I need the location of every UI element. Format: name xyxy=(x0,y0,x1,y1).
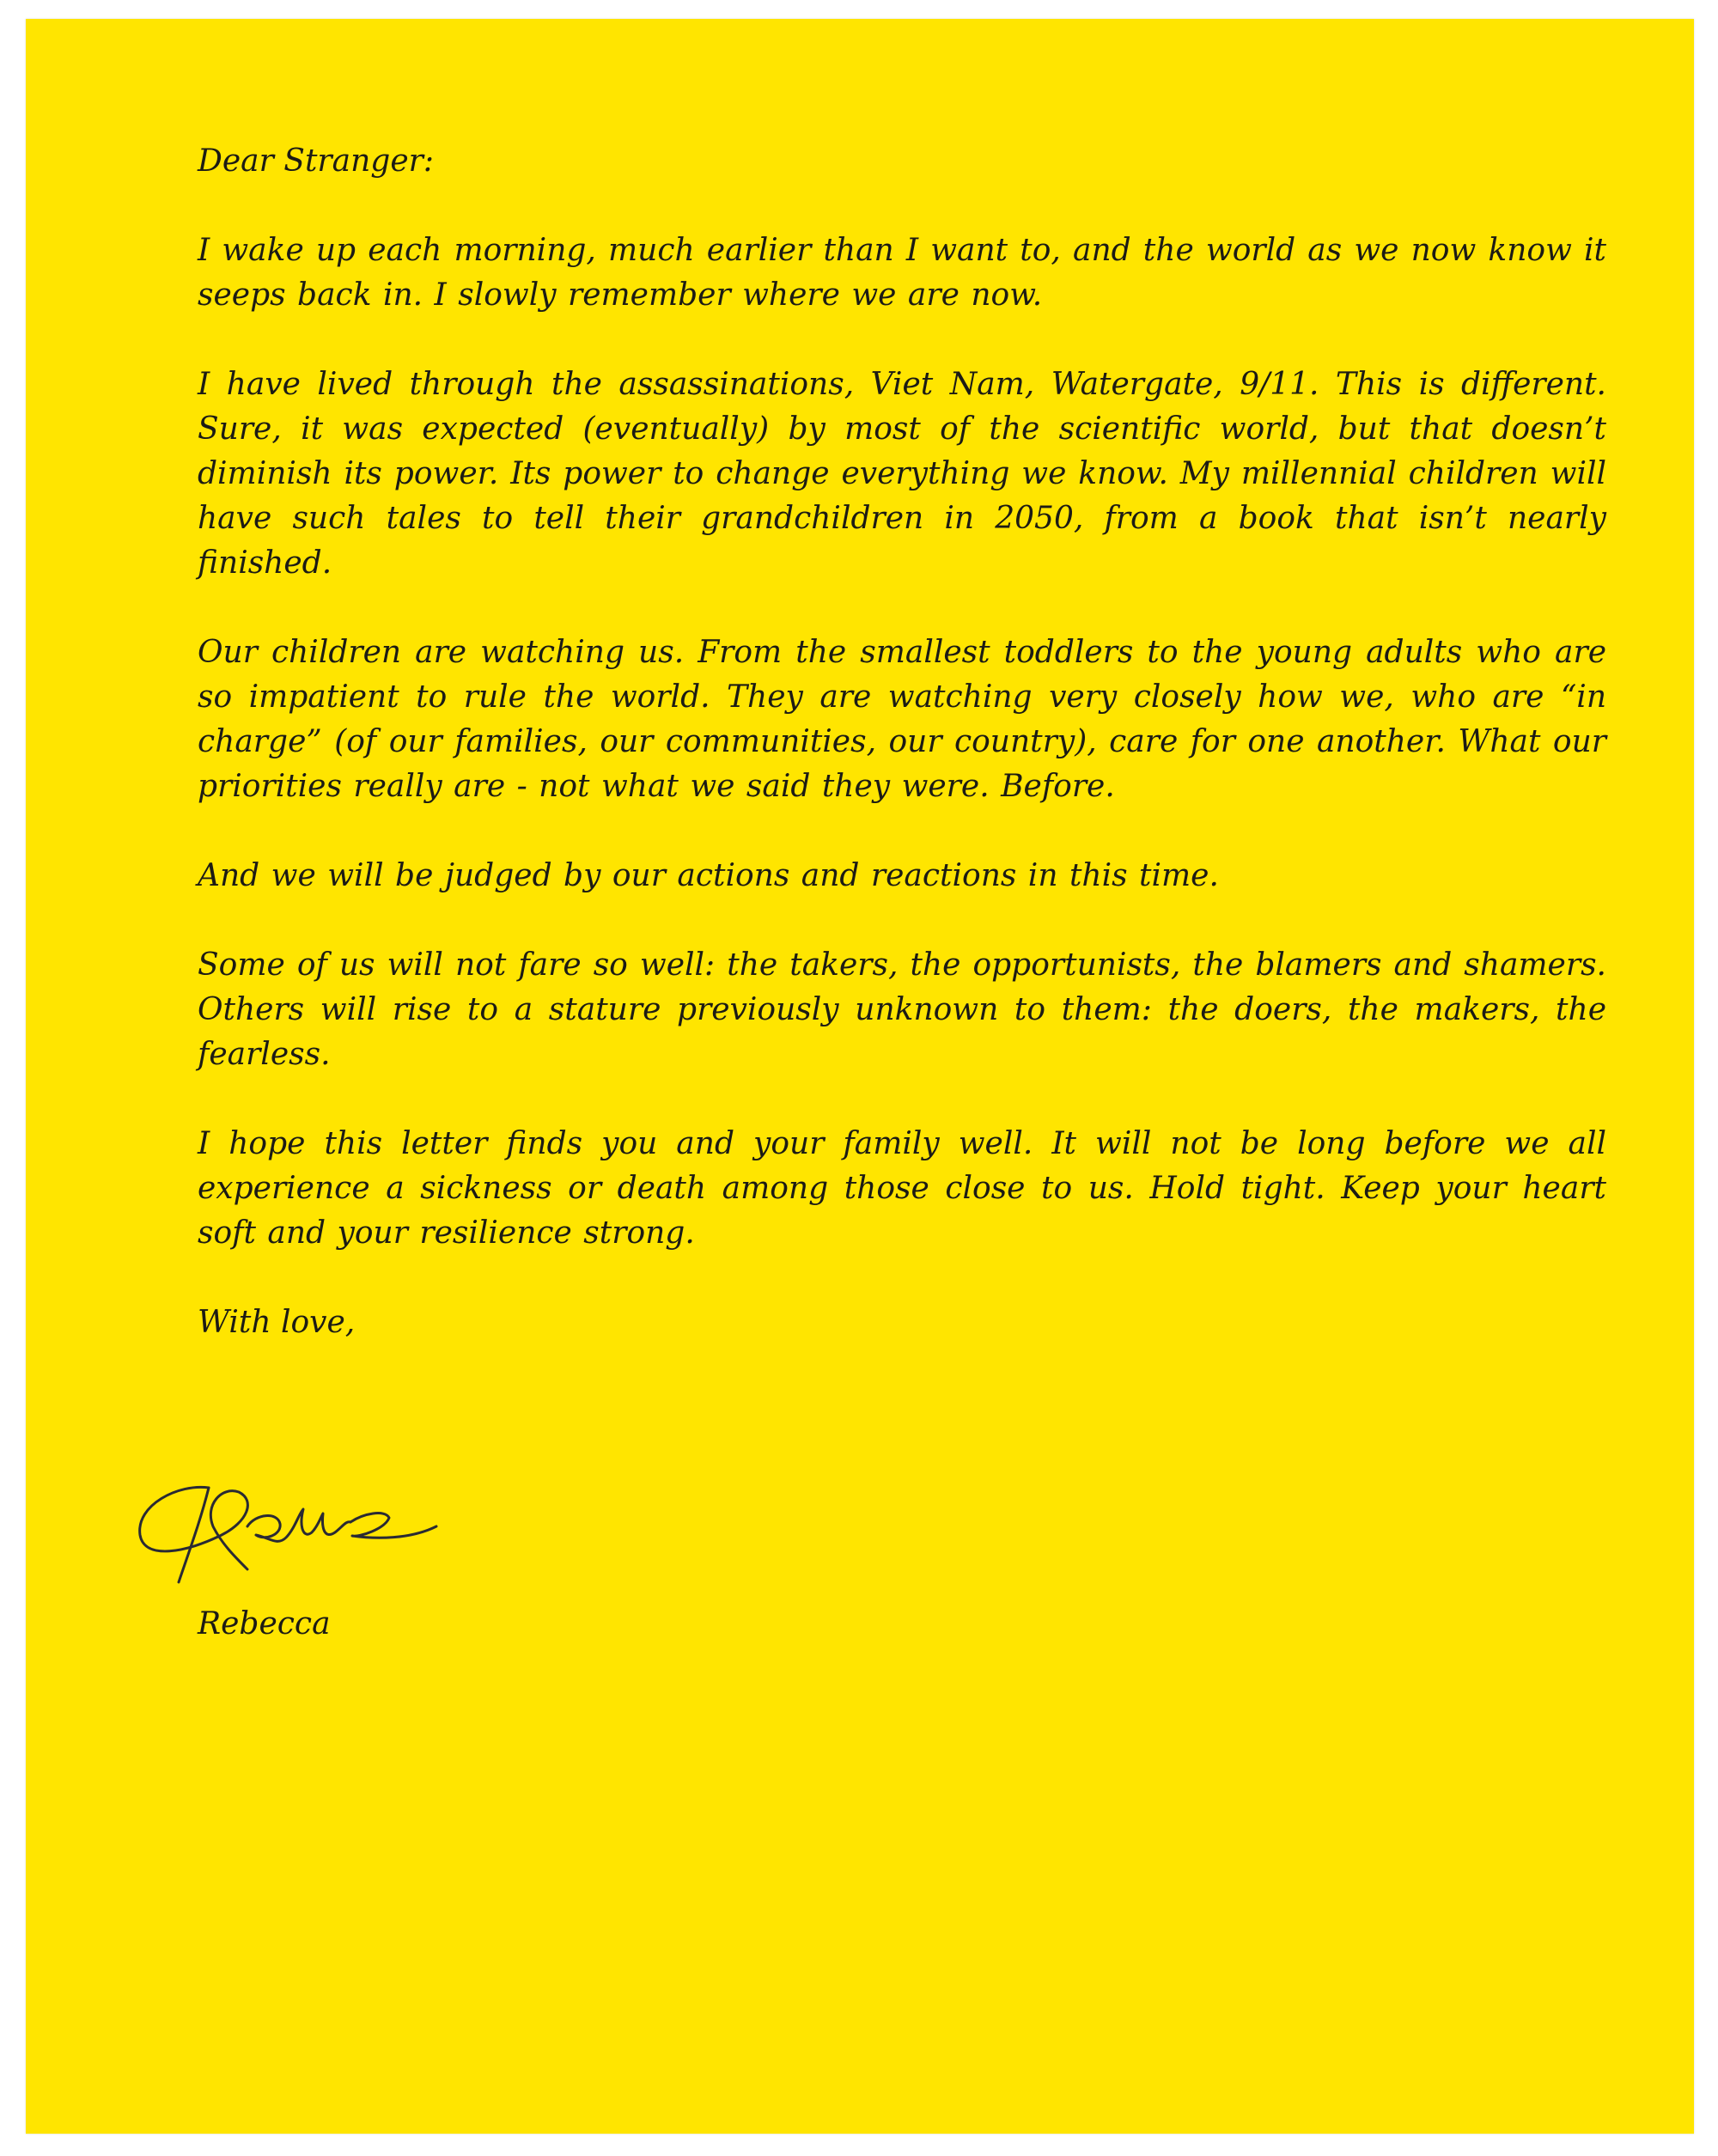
paragraph-2: I have lived through the assassinations, Viet Nam, Watergate, 9/11. This is different. Sure, it was expected (eventually) by most of the scientific world, but that doesn’t diminish its power. Its power to change everything we know. My millennial children will have such tales to tell their grandchildren in 2050, from a book that isn’t nearly finished. xyxy=(198,367,1606,581)
salutation: Dear Stranger: xyxy=(198,143,434,179)
paragraph-1: I wake up each morning, much earlier than I want to, and the world as we now know it seeps back in. I slowly remember where we are now. xyxy=(198,233,1606,313)
paragraph-5: Some of us will not fare so well: the takers, the opportunists, the blamers and shamers. Others will rise to a stature previously unknown to them: the doers, the makers, the fearless. xyxy=(198,947,1606,1072)
handwritten-signature xyxy=(127,1453,471,1599)
signer-name: Rebecca xyxy=(198,1606,331,1641)
paragraph-3: Our children are watching us. From the smallest toddlers to the young adults who are so impatient to rule the world. They are watching very closely how we, who are “in charge” (of our families, our communities, our country), care for one another. What our priorities really are - not what we said they were. Before. xyxy=(198,635,1606,804)
letter-body xyxy=(198,139,1606,1345)
closing: With love, xyxy=(198,1305,356,1340)
paragraph-6: I hope this letter finds you and your family well. It will not be long before we all experience a sickness or death among those close to us. Hold tight. Keep your heart soft and your resilience strong. xyxy=(198,1126,1606,1251)
letter-page xyxy=(26,19,1694,2134)
paragraph-4: And we will be judged by our actions and reactions in this time. xyxy=(198,858,1219,893)
